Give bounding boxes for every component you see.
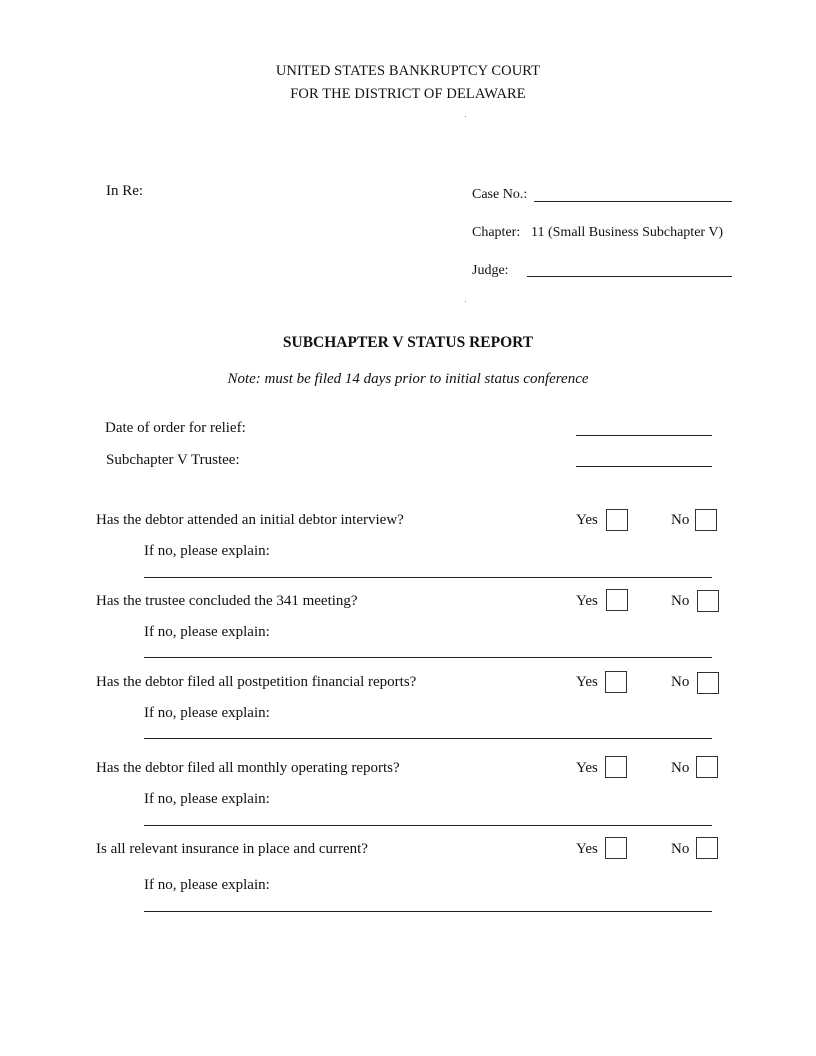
- no-checkbox[interactable]: [696, 837, 718, 859]
- yes-label: Yes: [576, 593, 598, 609]
- trustee-field[interactable]: [576, 466, 712, 467]
- yes-checkbox[interactable]: [606, 589, 628, 611]
- date-of-order-field[interactable]: [576, 435, 712, 436]
- explain-label: If no, please explain:: [144, 705, 270, 721]
- yes-label: Yes: [576, 512, 598, 528]
- no-checkbox[interactable]: [697, 672, 719, 694]
- case-no-label: Case No.:: [472, 187, 528, 202]
- explain-field[interactable]: [144, 657, 712, 658]
- explain-label: If no, please explain:: [144, 543, 270, 559]
- question-text: Has the debtor filed all monthly operating reports?: [96, 760, 400, 776]
- no-checkbox[interactable]: [695, 509, 717, 531]
- question-text: Has the debtor attended an initial debtor interview?: [96, 512, 404, 528]
- report-title: SUBCHAPTER V STATUS REPORT: [282, 334, 534, 351]
- judge-field[interactable]: [527, 276, 732, 277]
- case-no-field[interactable]: [534, 201, 732, 202]
- yes-label: Yes: [576, 841, 598, 857]
- explain-label: If no, please explain:: [144, 791, 270, 807]
- explain-label: If no, please explain:: [144, 877, 270, 893]
- yes-checkbox[interactable]: [605, 671, 627, 693]
- yes-checkbox[interactable]: [605, 837, 627, 859]
- court-name: UNITED STATES BANKRUPTCY COURT: [275, 63, 541, 79]
- in-re-label: In Re:: [106, 183, 144, 199]
- yes-checkbox[interactable]: [605, 756, 627, 778]
- yes-label: Yes: [576, 760, 598, 776]
- no-checkbox[interactable]: [696, 756, 718, 778]
- header-dot: [465, 116, 466, 117]
- question-text: Is all relevant insurance in place and current?: [96, 841, 368, 857]
- trustee-label: Subchapter V Trustee:: [106, 452, 240, 468]
- no-label: No: [671, 841, 690, 857]
- chapter-value: 11 (Small Business Subchapter V): [531, 225, 724, 240]
- no-label: No: [671, 593, 690, 609]
- explain-field[interactable]: [144, 738, 712, 739]
- explain-label: If no, please explain:: [144, 624, 270, 640]
- judge-label: Judge:: [472, 263, 509, 278]
- question-text: Has the debtor filed all postpetition financial reports?: [96, 674, 417, 690]
- no-label: No: [671, 512, 690, 528]
- date-of-order-label: Date of order for relief:: [105, 420, 246, 436]
- yes-label: Yes: [576, 674, 598, 690]
- question-text: Has the trustee concluded the 341 meeting?: [96, 593, 358, 609]
- no-checkbox[interactable]: [697, 590, 719, 612]
- filing-note: Note: must be filed 14 days prior to initial status conference: [227, 371, 589, 387]
- chapter-label: Chapter:: [472, 225, 521, 240]
- no-label: No: [671, 760, 690, 776]
- explain-field[interactable]: [144, 911, 712, 912]
- explain-field[interactable]: [144, 577, 712, 578]
- yes-checkbox[interactable]: [606, 509, 628, 531]
- caption-dot: [465, 301, 466, 302]
- court-district: FOR THE DISTRICT OF DELAWARE: [290, 86, 526, 102]
- no-label: No: [671, 674, 690, 690]
- explain-field[interactable]: [144, 825, 712, 826]
